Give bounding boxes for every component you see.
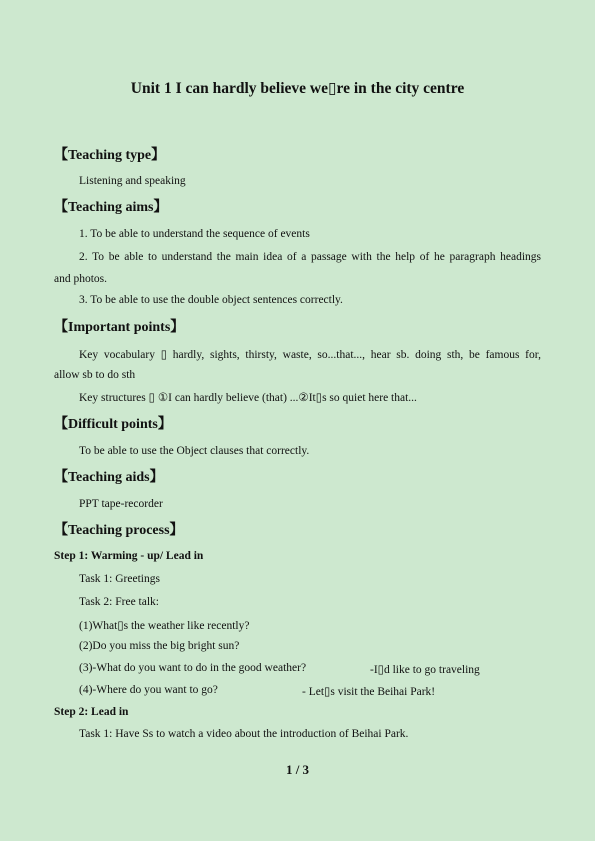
- teaching-aids-text: PPT tape-recorder: [79, 498, 163, 510]
- step-2-task-1: Task 1: Have Ss to watch a video about the introduction of Beihai Park.: [79, 728, 409, 740]
- difficult-points-text: To be able to use the Object clauses that correctly.: [79, 445, 310, 457]
- aim-1: 1. To be able to understand the sequence of events: [79, 228, 310, 240]
- key-structures: Key structures ▯ ①I can hardly believe (that) ...②It▯s so quiet here that...: [79, 392, 417, 404]
- step-2-heading: Step 2: Lead in: [54, 706, 129, 718]
- key-vocabulary-line-1: Key vocabulary ▯ hardly, sights, thirsty, waste, so...that..., hear sb. doing sth, be famous for,: [79, 349, 541, 361]
- heading-teaching-aims: 【Teaching aims】: [54, 200, 168, 215]
- question-2: (2)Do you miss the big bright sun?: [79, 640, 240, 652]
- heading-teaching-process: 【Teaching process】: [54, 523, 184, 538]
- aim-3: 3. To be able to use the double object sentences correctly.: [79, 294, 343, 306]
- question-4: (4)-Where do you want to go?: [79, 684, 218, 696]
- question-3: (3)-What do you want to do in the good weather?: [79, 662, 307, 674]
- aim-2-line-2: and photos.: [54, 273, 108, 285]
- heading-teaching-type: 【Teaching type】: [54, 148, 166, 163]
- document-title: Unit 1 I can hardly believe we▯re in the city centre: [130, 80, 465, 97]
- answer-4: - Let▯s visit the Beihai Park!: [302, 686, 436, 698]
- teaching-type-text: Listening and speaking: [79, 175, 186, 187]
- heading-important-points: 【Important points】: [54, 320, 185, 335]
- step-1-task-1: Task 1: Greetings: [79, 573, 160, 585]
- heading-teaching-aids: 【Teaching aids】: [54, 470, 164, 485]
- answer-3: -I▯d like to go traveling: [370, 664, 480, 676]
- step-1-task-2: Task 2: Free talk:: [79, 596, 159, 608]
- question-1: (1)What▯s the weather like recently?: [79, 620, 250, 632]
- page-number: 1 / 3: [285, 762, 310, 777]
- aim-2-line-1: 2. To be able to understand the main idea of a passage with the help of he paragraph headings: [79, 251, 541, 263]
- key-vocabulary-line-2: allow sb to do sth: [54, 369, 136, 381]
- heading-difficult-points: 【Difficult points】: [54, 417, 172, 432]
- step-1-heading: Step 1: Warming - up/ Lead in: [54, 550, 204, 562]
